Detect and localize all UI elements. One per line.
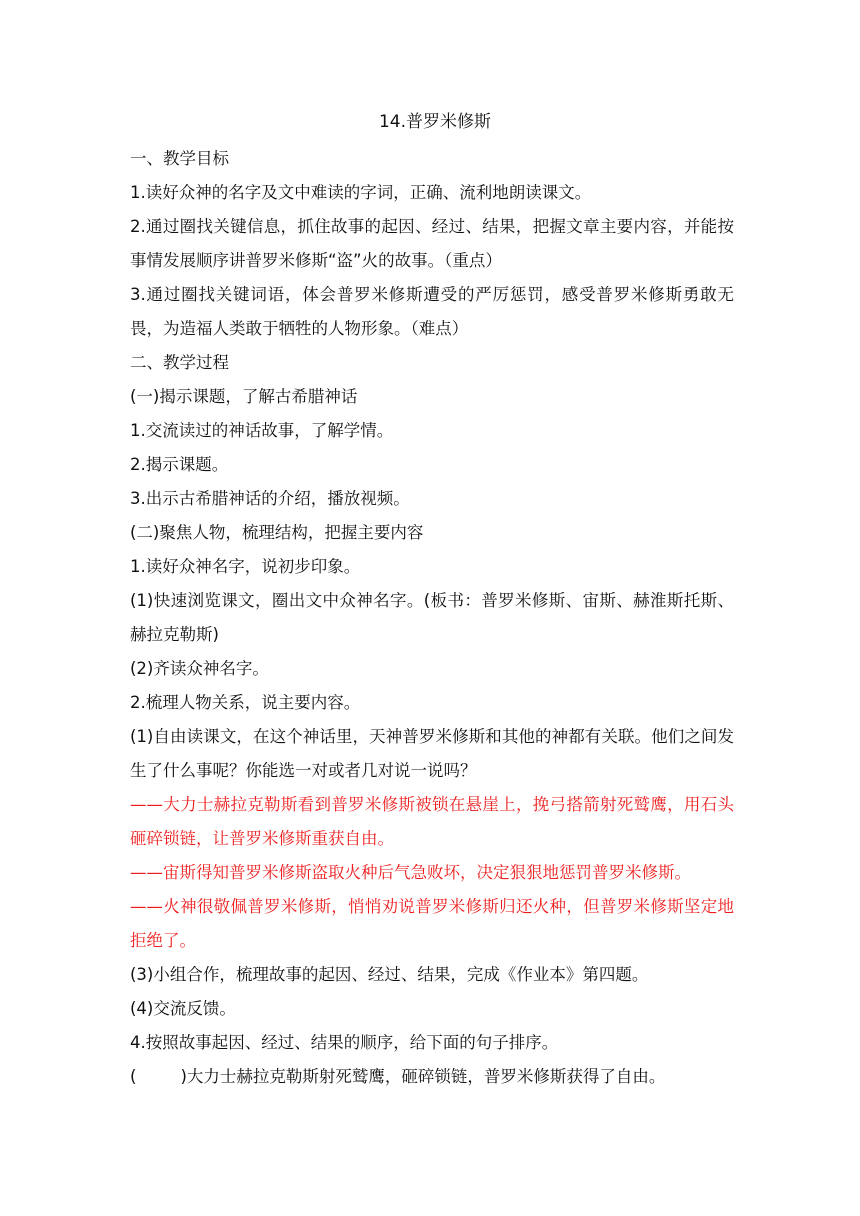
paragraph-line: (1)自由读课文，在这个神话里，天神普罗米修斯和其他的神都有关联。他们之间发生了什么事呢？你能选一对或者几对说一说吗？	[130, 727, 734, 780]
paragraph-line: 1.读好众神名字，说初步印象。	[130, 557, 361, 576]
paragraph-line: 2.梳理人物关系，说主要内容。	[130, 693, 361, 712]
close-paren: )	[180, 1067, 187, 1086]
document-page	[130, 108, 734, 1094]
paragraph-line: (二)聚焦人物，梳理结构，把握主要内容	[130, 523, 424, 542]
document-body	[130, 142, 734, 1060]
paragraph-line: 2.通过圈找关键信息，抓住故事的起因、经过、结果，把握文章主要内容，并能按事情发展顺序讲普罗米修斯“盗”火的故事。（重点）	[130, 217, 734, 270]
paragraph-line: 3.出示古希腊神话的介绍，播放视频。	[130, 489, 410, 508]
paragraph-line: (2)齐读众神名字。	[130, 659, 269, 678]
open-paren: (	[130, 1067, 137, 1086]
paragraph-line: 一、教学目标	[130, 149, 229, 168]
paragraph-line: 1.读好众神的名字及文中难读的字词，正确、流利地朗读课文。	[130, 183, 592, 202]
paragraph-line: ——火神很敬佩普罗米修斯，悄悄劝说普罗米修斯归还火种，但普罗米修斯坚定地拒绝了。	[130, 897, 734, 950]
document-title: 14.普罗米修斯	[378, 112, 492, 132]
paragraph-line: 二、教学过程	[130, 353, 229, 372]
sentence-text: 大力士赫拉克勒斯射死鹫鹰，砸碎锁链，普罗米修斯获得了自由。	[186, 1067, 666, 1086]
paragraph-line: (一)揭示课题，了解古希腊神话	[130, 387, 358, 406]
paragraph-line: ——大力士赫拉克勒斯看到普罗米修斯被锁在悬崖上，挽弓搭箭射死鹫鹰，用石头砸碎锁链，让普罗米修斯重获自由。	[130, 795, 734, 848]
paragraph-line: 3.通过圈找关键词语，体会普罗米修斯遭受的严厉惩罚，感受普罗米修斯勇敢无畏，为造福人类敢于牺牲的人物形象。（难点）	[130, 285, 734, 338]
paragraph-line: (1)快速浏览课文，圈出文中众神名字。(板书：普罗米修斯、宙斯、赫淮斯托斯、赫拉克勒斯)	[130, 591, 734, 644]
paragraph-line: ——宙斯得知普罗米修斯盗取火种后气急败坏，决定狠狠地惩罚普罗米修斯。	[130, 863, 691, 882]
paragraph-line: 4.按照故事起因、经过、结果的顺序，给下面的句子排序。	[130, 1033, 559, 1052]
paragraph-line: 2.揭示课题。	[130, 455, 229, 474]
paragraph-line: 1.交流读过的神话故事，了解学情。	[130, 421, 394, 440]
paragraph-line: (4)交流反馈。	[130, 999, 236, 1018]
sentence-ordering-item	[130, 1060, 734, 1094]
paragraph-line: (3)小组合作，梳理故事的起因、经过、结果，完成《作业本》第四题。	[130, 965, 649, 984]
